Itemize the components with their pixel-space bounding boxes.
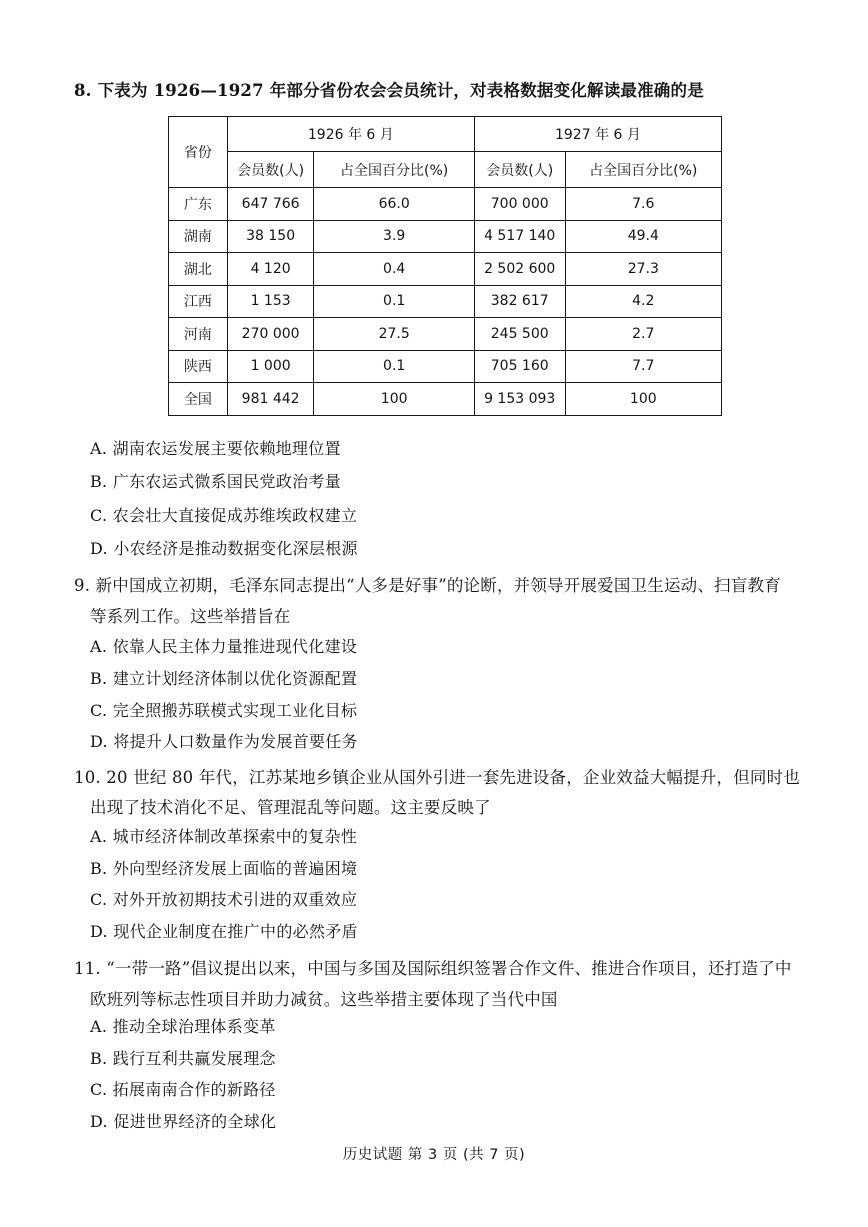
cell-members-1927: 700 000 xyxy=(474,188,565,221)
cell-members-1926: 38 150 xyxy=(227,220,314,253)
cell-percent-1926: 0.1 xyxy=(314,350,474,383)
table-header-percent-1926: 占全国百分比(%) xyxy=(314,152,474,188)
cell-percent-1927: 4.2 xyxy=(565,285,721,318)
cell-members-1926: 647 766 xyxy=(227,188,314,221)
question-9-option-a[interactable]: A. 依靠人民主体力量推进现代化建设 xyxy=(90,637,358,656)
question-10-stem-line-2: 出现了技术消化不足、管理混乱等问题。这主要反映了 xyxy=(90,798,491,817)
question-11-option-d[interactable]: D. 促进世界经济的全球化 xyxy=(90,1112,277,1131)
cell-percent-1927: 27.3 xyxy=(565,253,721,286)
question-10-option-d[interactable]: D. 现代企业制度在推广中的必然矛盾 xyxy=(90,922,358,941)
table-header-members-1927: 会员数(人) xyxy=(474,152,565,188)
cell-members-1927: 4 517 140 xyxy=(474,220,565,253)
cell-percent-1926: 3.9 xyxy=(314,220,474,253)
question-9-option-b[interactable]: B. 建立计划经济体制以优化资源配置 xyxy=(90,669,358,688)
question-10-stem-line-1: 10. 20 世纪 80 年代，江苏某地乡镇企业从国外引进一套先进设备，企业效益大幅提升，但同时也 xyxy=(74,768,801,787)
cell-province: 全国 xyxy=(169,383,228,416)
question-9-option-c[interactable]: C. 完全照搬苏联模式实现工业化目标 xyxy=(90,701,358,720)
cell-members-1926: 981 442 xyxy=(227,383,314,416)
table-row xyxy=(169,188,722,221)
question-9-stem-line-2: 等系列工作。这些举措旨在 xyxy=(90,607,291,626)
table-row xyxy=(169,285,722,318)
cell-percent-1927: 100 xyxy=(565,383,721,416)
cell-members-1927: 245 500 xyxy=(474,318,565,351)
cell-percent-1926: 100 xyxy=(314,383,474,416)
cell-percent-1926: 27.5 xyxy=(314,318,474,351)
question-8-option-b[interactable]: B. 广东农运式微系国民党政治考量 xyxy=(90,472,342,491)
cell-province: 湖南 xyxy=(169,220,228,253)
cell-percent-1927: 2.7 xyxy=(565,318,721,351)
cell-percent-1927: 49.4 xyxy=(565,220,721,253)
cell-members-1927: 9 153 093 xyxy=(474,383,565,416)
table-row xyxy=(169,318,722,351)
cell-members-1927: 382 617 xyxy=(474,285,565,318)
question-11-option-a[interactable]: A. 推动全球治理体系变革 xyxy=(90,1017,276,1036)
table-header-province: 省份 xyxy=(169,117,228,188)
question-8-option-d[interactable]: D. 小农经济是推动数据变化深层根源 xyxy=(90,539,358,558)
cell-province: 湖北 xyxy=(169,253,228,286)
question-9-stem-line-1: 9. 新中国成立初期，毛泽东同志提出“人多是好事”的论断，并领导开展爱国卫生运动、扫盲教育 xyxy=(74,576,781,595)
question-9-option-d[interactable]: D. 将提升人口数量作为发展首要任务 xyxy=(90,732,358,751)
table-header-members-1926: 会员数(人) xyxy=(227,152,314,188)
cell-members-1926: 270 000 xyxy=(227,318,314,351)
cell-province: 河南 xyxy=(169,318,228,351)
table-header-period-1927: 1927 年 6 月 xyxy=(474,117,721,152)
question-11-option-c[interactable]: C. 拓展南南合作的新路径 xyxy=(90,1080,276,1099)
question-10-option-c[interactable]: C. 对外开放初期技术引进的双重效应 xyxy=(90,890,358,909)
question-11-stem-line-1: 11. “一带一路”倡议提出以来，中国与多国及国际组织签署合作文件、推进合作项目，还打造了中 xyxy=(74,959,792,978)
cell-province: 陕西 xyxy=(169,350,228,383)
cell-percent-1927: 7.6 xyxy=(565,188,721,221)
page-footer: 历史试题 第 3 页 (共 7 页) xyxy=(342,1147,526,1163)
cell-percent-1927: 7.7 xyxy=(565,350,721,383)
table-row xyxy=(169,253,722,286)
cell-percent-1926: 0.1 xyxy=(314,285,474,318)
question-8-option-c[interactable]: C. 农会壮大直接促成苏维埃政权建立 xyxy=(90,506,358,525)
cell-province: 广东 xyxy=(169,188,228,221)
farmers-association-table xyxy=(168,116,722,416)
question-11-option-b[interactable]: B. 践行互利共赢发展理念 xyxy=(90,1049,276,1068)
cell-percent-1926: 66.0 xyxy=(314,188,474,221)
cell-members-1926: 1 153 xyxy=(227,285,314,318)
table-header-percent-1927: 占全国百分比(%) xyxy=(565,152,721,188)
question-8-stem: 8. 下表为 1926—1927 年部分省份农会会员统计，对表格数据变化解读最准确的是 xyxy=(74,81,704,100)
cell-province: 江西 xyxy=(169,285,228,318)
table-row xyxy=(169,350,722,383)
cell-percent-1926: 0.4 xyxy=(314,253,474,286)
table-header-period-1926: 1926 年 6 月 xyxy=(227,117,474,152)
cell-members-1926: 1 000 xyxy=(227,350,314,383)
table-row xyxy=(169,220,722,253)
question-8-option-a[interactable]: A. 湖南农运发展主要依赖地理位置 xyxy=(90,439,341,458)
cell-members-1927: 705 160 xyxy=(474,350,565,383)
question-10-option-b[interactable]: B. 外向型经济发展上面临的普遍困境 xyxy=(90,859,358,878)
question-11-stem-line-2: 欧班列等标志性项目并助力减贫。这些举措主要体现了当代中国 xyxy=(90,990,558,1009)
table-row xyxy=(169,383,722,416)
cell-members-1926: 4 120 xyxy=(227,253,314,286)
cell-members-1927: 2 502 600 xyxy=(474,253,565,286)
question-10-option-a[interactable]: A. 城市经济体制改革探索中的复杂性 xyxy=(90,827,358,846)
